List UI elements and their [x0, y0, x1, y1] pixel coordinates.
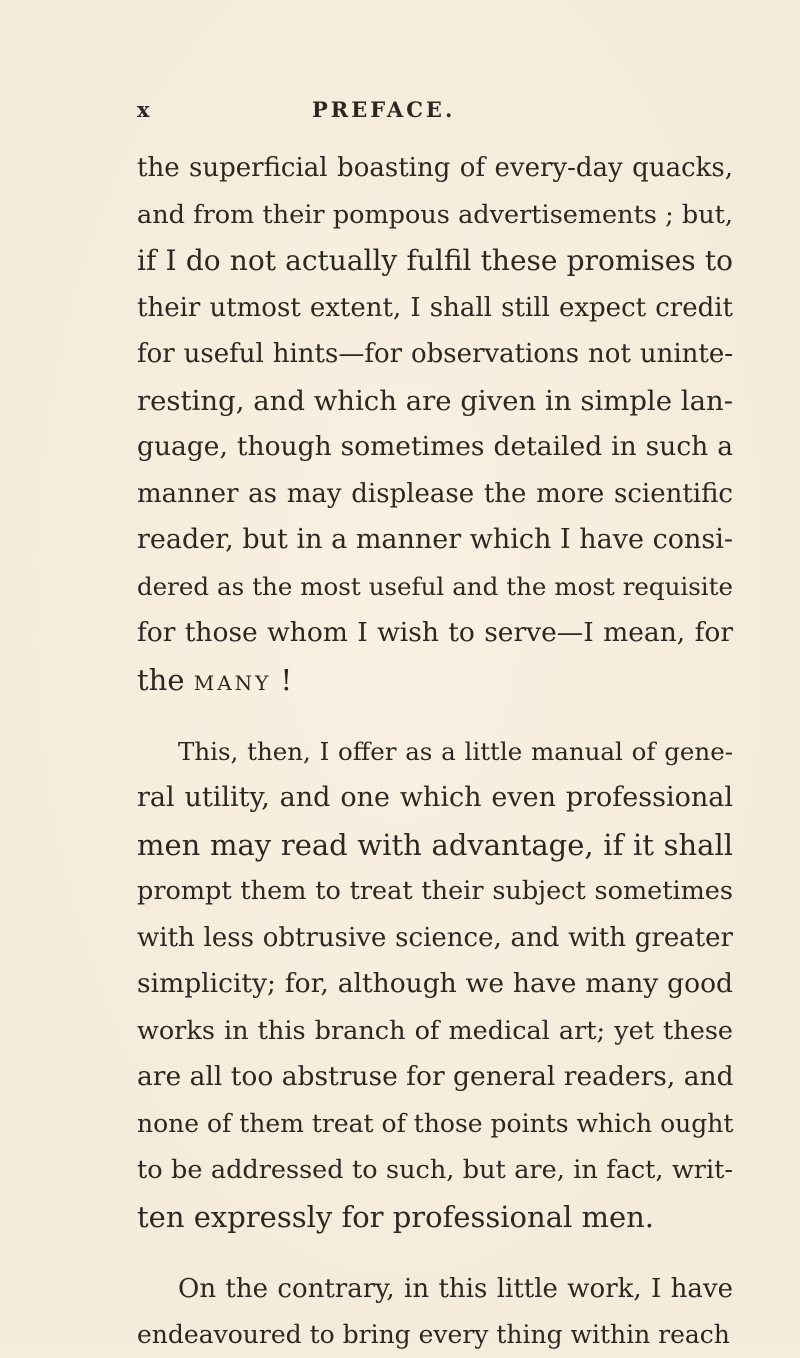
text-line: if I do not actually fulfil these promises to: [137, 244, 733, 277]
text-line: are all too abstruse for general readers, and: [137, 1061, 734, 1092]
text-line: ten expressly for professional men.: [137, 1200, 655, 1234]
text-line: to be addressed to such, but are, in fact, writ-: [137, 1155, 733, 1185]
text-line: men may read with advantage, if it shall: [137, 828, 733, 862]
text-line: dered as the most useful and the most requisite: [137, 571, 733, 601]
text-line: for those whom I wish to serve—I mean, for: [137, 617, 733, 648]
text-line: the superficial boasting of every-day quacks,: [137, 153, 733, 183]
text-line: works in this branch of medical art; yet these: [137, 1016, 733, 1046]
text-line: manner as may displease the more scientific: [137, 478, 733, 509]
text-line: ral utility, and one which even professional: [137, 782, 733, 813]
page-number: x: [137, 97, 151, 122]
text-line: and from their pompous advertisements ; but,: [137, 199, 733, 230]
text-line: with less obtrusive science, and with greater: [137, 923, 733, 953]
line-start: the: [137, 662, 194, 697]
text-line: [137, 657, 733, 703]
running-head: PREFACE.: [312, 97, 456, 122]
text-line: reader, but in a manner which I have consi-: [137, 524, 733, 555]
text-line: none of them treat of those points which ought: [137, 1109, 734, 1138]
text-line: This, then, I offer as a little manual of gene-: [178, 737, 733, 766]
text-line: On the contrary, in this little work, I have: [178, 1274, 733, 1304]
text-line: for useful hints—for observations not uninte-: [137, 339, 733, 369]
text-line: endeavoured to bring every thing within reach: [137, 1320, 730, 1349]
line-end: !: [271, 662, 293, 697]
small-caps-word: MANY: [193, 670, 272, 695]
text-line: prompt them to treat their subject sometimes: [137, 876, 733, 906]
page-header: [0, 97, 800, 137]
text-line: simplicity; for, although we have many good: [137, 968, 733, 999]
text-line: guage, though sometimes detailed in such a: [137, 431, 733, 462]
text-line: resting, and which are given in simple lan-: [137, 384, 733, 417]
text-line: their utmost extent, I shall still expect credit: [137, 292, 733, 323]
